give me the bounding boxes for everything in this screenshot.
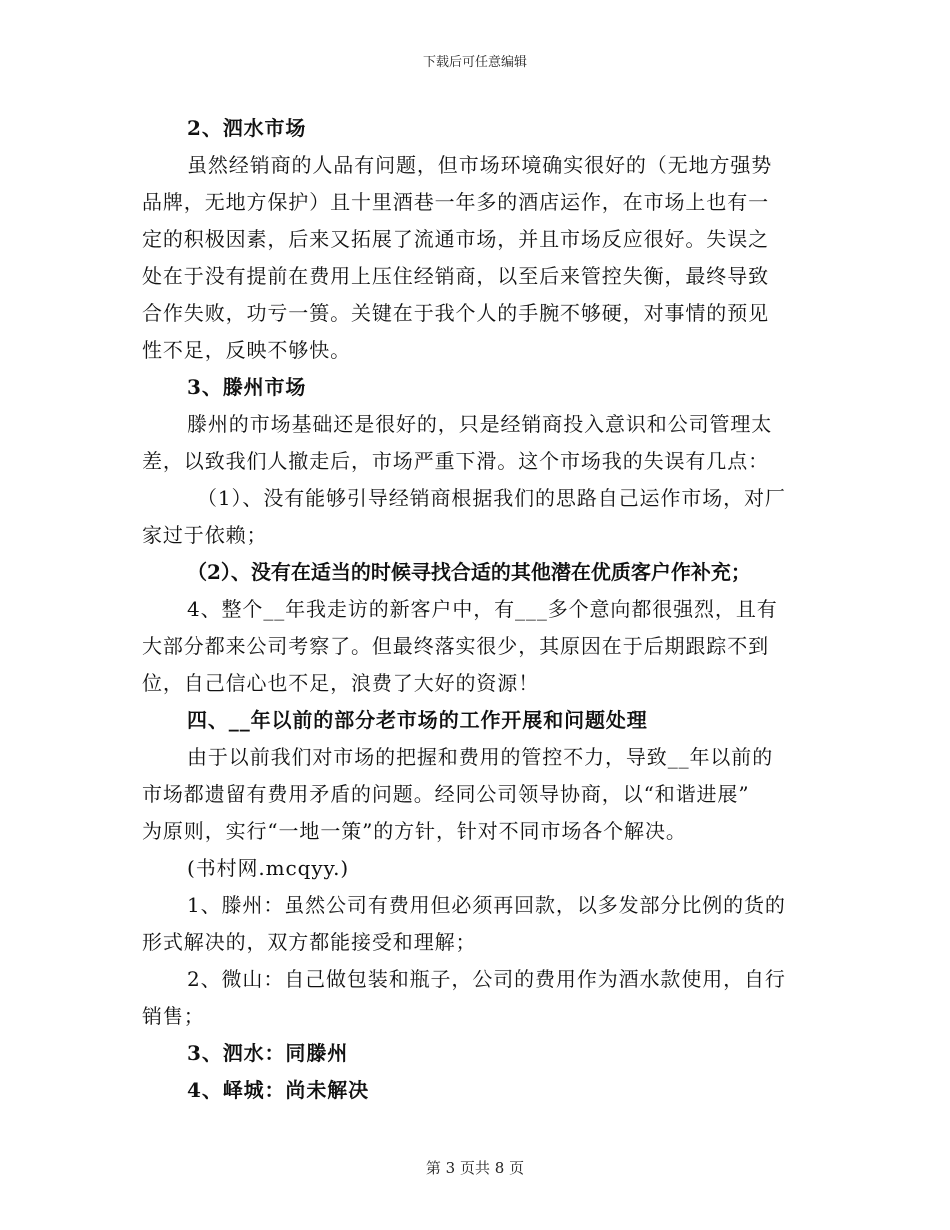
paragraph-line: 位，自己信心也不足，浪费了大好的资源！: [142, 671, 540, 695]
paragraph-line: 形式解决的，双方都能接受和理解；: [142, 930, 477, 954]
document-body: [142, 110, 810, 1109]
paragraph-line: 差，以致我们人撤走后，市场严重下滑。这个市场我的失误有几点：: [142, 449, 769, 473]
paragraph-line: (书村网.mcqyy.): [187, 856, 350, 880]
paragraph-line: 处在于没有提前在费用上压住经销商，以至后来管控失衡，最终导致: [142, 264, 769, 288]
section-heading: 2、泗水市场: [187, 116, 307, 140]
paragraph-line: 销售；: [142, 1004, 205, 1028]
paragraph-line: 由于以前我们对市场的把握和费用的管控不力，导致__年以前的: [187, 745, 774, 769]
paragraph-line: 1、滕州：虽然公司有费用但必须再回款，以多发部分比例的货的: [187, 893, 786, 917]
paragraph-line: 市场都遗留有费用矛盾的问题。经同公司领导协商，以“和谐进展”: [142, 782, 750, 806]
paragraph-line: 2、微山：自己做包装和瓶子，公司的费用作为酒水款使用，自行: [187, 967, 786, 991]
paragraph-line: （1）、没有能够引导经销商根据我们的思路自己运作市场，对厂: [197, 486, 786, 510]
page-footer: 第 3 页共 8 页: [425, 1159, 525, 1177]
paragraph-line: 性不足，反映不够快。: [142, 338, 351, 362]
section-heading: 3、泗水：同滕州: [187, 1041, 349, 1065]
section-heading: 3、滕州市场: [187, 375, 307, 399]
page-header: 下载后可任意编辑: [422, 55, 527, 70]
paragraph-line: 为原则，实行“一地一策”的方针，针对不同市场各个解决。: [142, 819, 687, 843]
paragraph-line: 滕州的市场基础还是很好的，只是经销商投入意识和公司管理太: [187, 412, 773, 436]
paragraph-line: 品牌，无地方保护）且十里酒巷一年多的酒店运作，在市场上也有一: [142, 190, 769, 214]
section-heading: 4、峄城：尚未解决: [187, 1078, 370, 1102]
paragraph-line-bold: （2）、没有在适当的时候寻找合适的其他潜在优质客户作补充；: [187, 560, 751, 584]
paragraph-line: 家过于依赖；: [142, 523, 268, 547]
paragraph-line: 定的积极因素，后来又拓展了流通市场，并且市场反应很好。失误之: [142, 227, 769, 251]
paragraph-line: 虽然经销商的人品有问题，但市场环境确实很好的（无地方强势: [187, 153, 773, 177]
paragraph-line: 大部分都来公司考察了。但最终落实很少，其原因在于后期跟踪不到: [142, 634, 769, 658]
paragraph-line: 合作失败，功亏一篑。关键在于我个人的手腕不够硬，对事情的预见: [142, 301, 769, 325]
section-heading: 四、__年以前的部分老市场的工作开展和问题处理: [187, 708, 648, 732]
paragraph-line: 4、整个__年我走访的新客户中，有___多个意向都很强烈，且有: [187, 597, 778, 621]
